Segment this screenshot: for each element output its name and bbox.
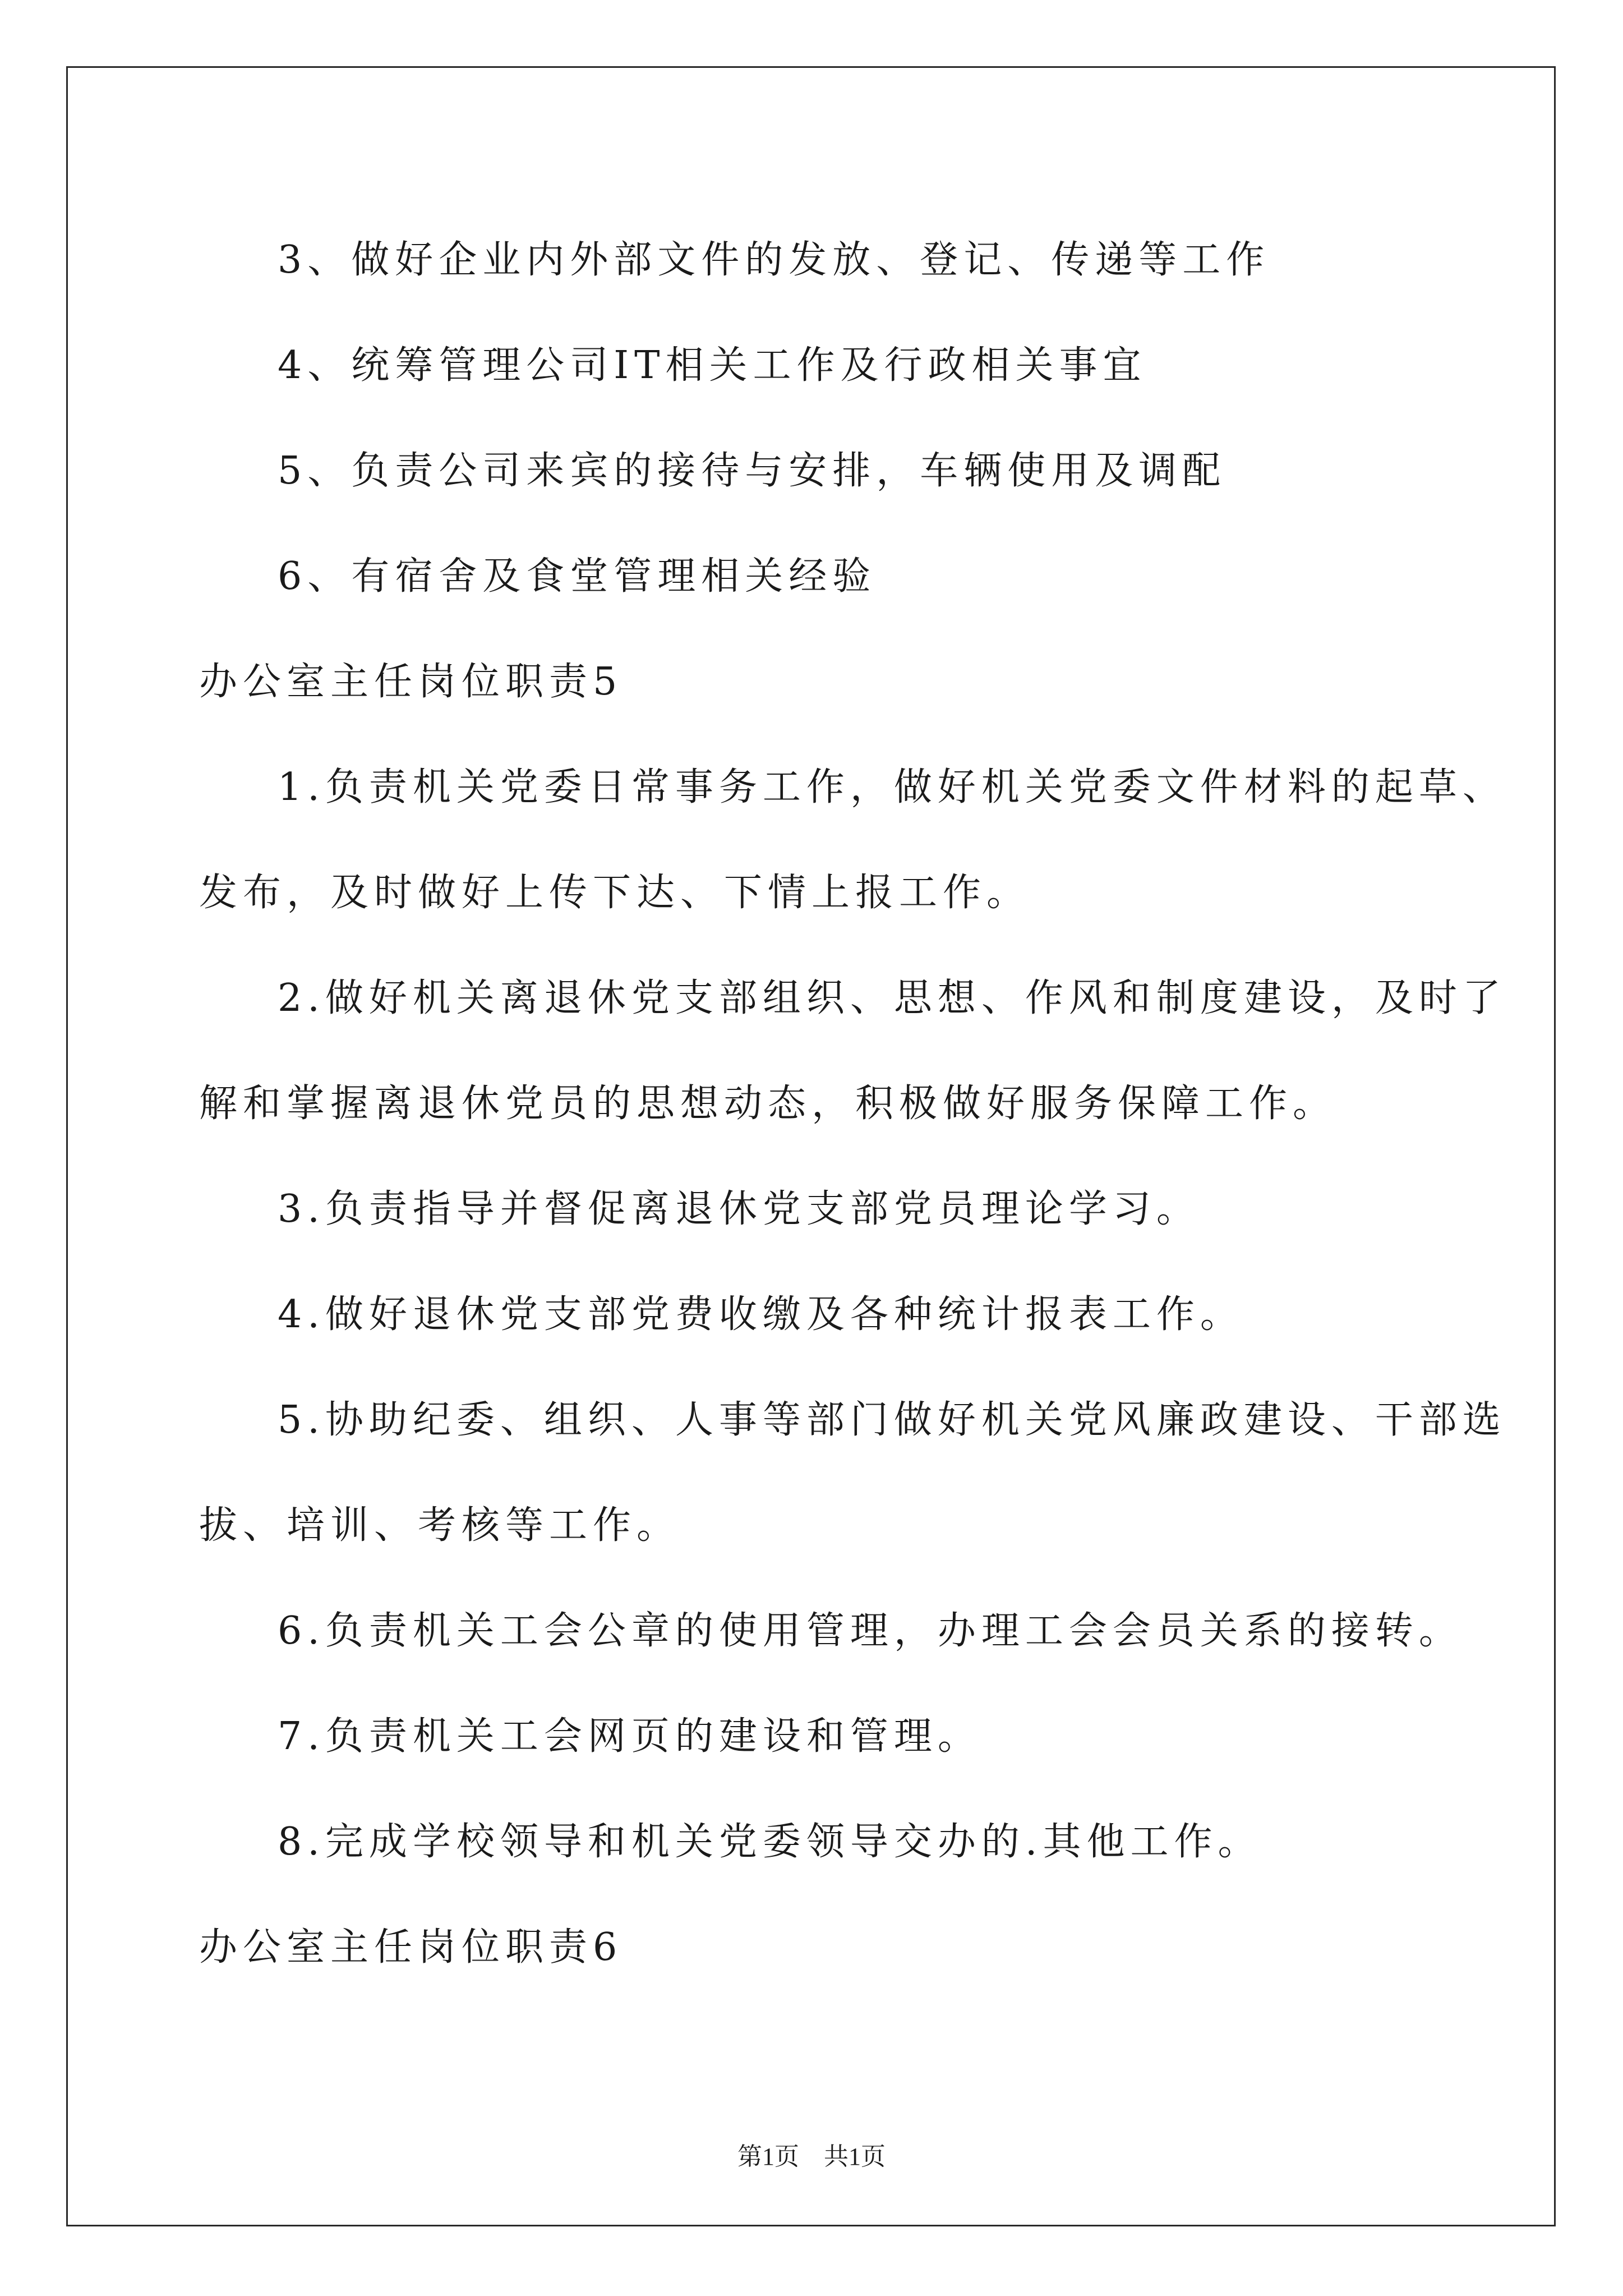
text-line: 5、负责公司来宾的接待与安排，车辆使用及调配 [278, 449, 1227, 493]
text-line: 1.负责机关党委日常事务工作，做好机关党委文件材料的起草、 [278, 765, 1506, 809]
text-line: 7.负责机关工会网页的建设和管理。 [278, 1714, 981, 1759]
text-line: 解和掌握离退休党员的思想动态，积极做好服务保障工作。 [199, 1082, 1337, 1126]
text-line: 拔、培训、考核等工作。 [199, 1503, 681, 1548]
text-line: 8.完成学校领导和机关党委领导交办的.其他工作。 [278, 1820, 1262, 1864]
text-line: 4、统筹管理公司IT相关工作及行政相关事宜 [278, 343, 1147, 388]
document-body [199, 208, 1506, 2000]
text-line: 2.做好机关离退休党支部组织、思想、作风和制度建设，及时了 [278, 976, 1506, 1020]
text-line: 发布，及时做好上传下达、下情上报工作。 [199, 871, 1031, 915]
section-heading: 办公室主任岗位职责6 [199, 1925, 623, 1970]
text-line: 3.负责指导并督促离退休党支部党员理论学习。 [278, 1187, 1200, 1231]
text-line: 6、有宿舍及食堂管理相关经验 [278, 554, 877, 599]
page-number: 第1页 共1页 [737, 2143, 886, 2170]
text-line: 5.协助纪委、组织、人事等部门做好机关党风廉政建设、干部选 [278, 1398, 1506, 1442]
text-line: 4.做好退休党支部党费收缴及各种统计报表工作。 [278, 1292, 1244, 1337]
text-line: 6.负责机关工会公章的使用管理，办理工会会员关系的接转。 [278, 1609, 1463, 1653]
section-heading: 办公室主任岗位职责5 [199, 660, 623, 704]
text-line: 3、做好企业内外部文件的发放、登记、传递等工作 [278, 238, 1270, 282]
